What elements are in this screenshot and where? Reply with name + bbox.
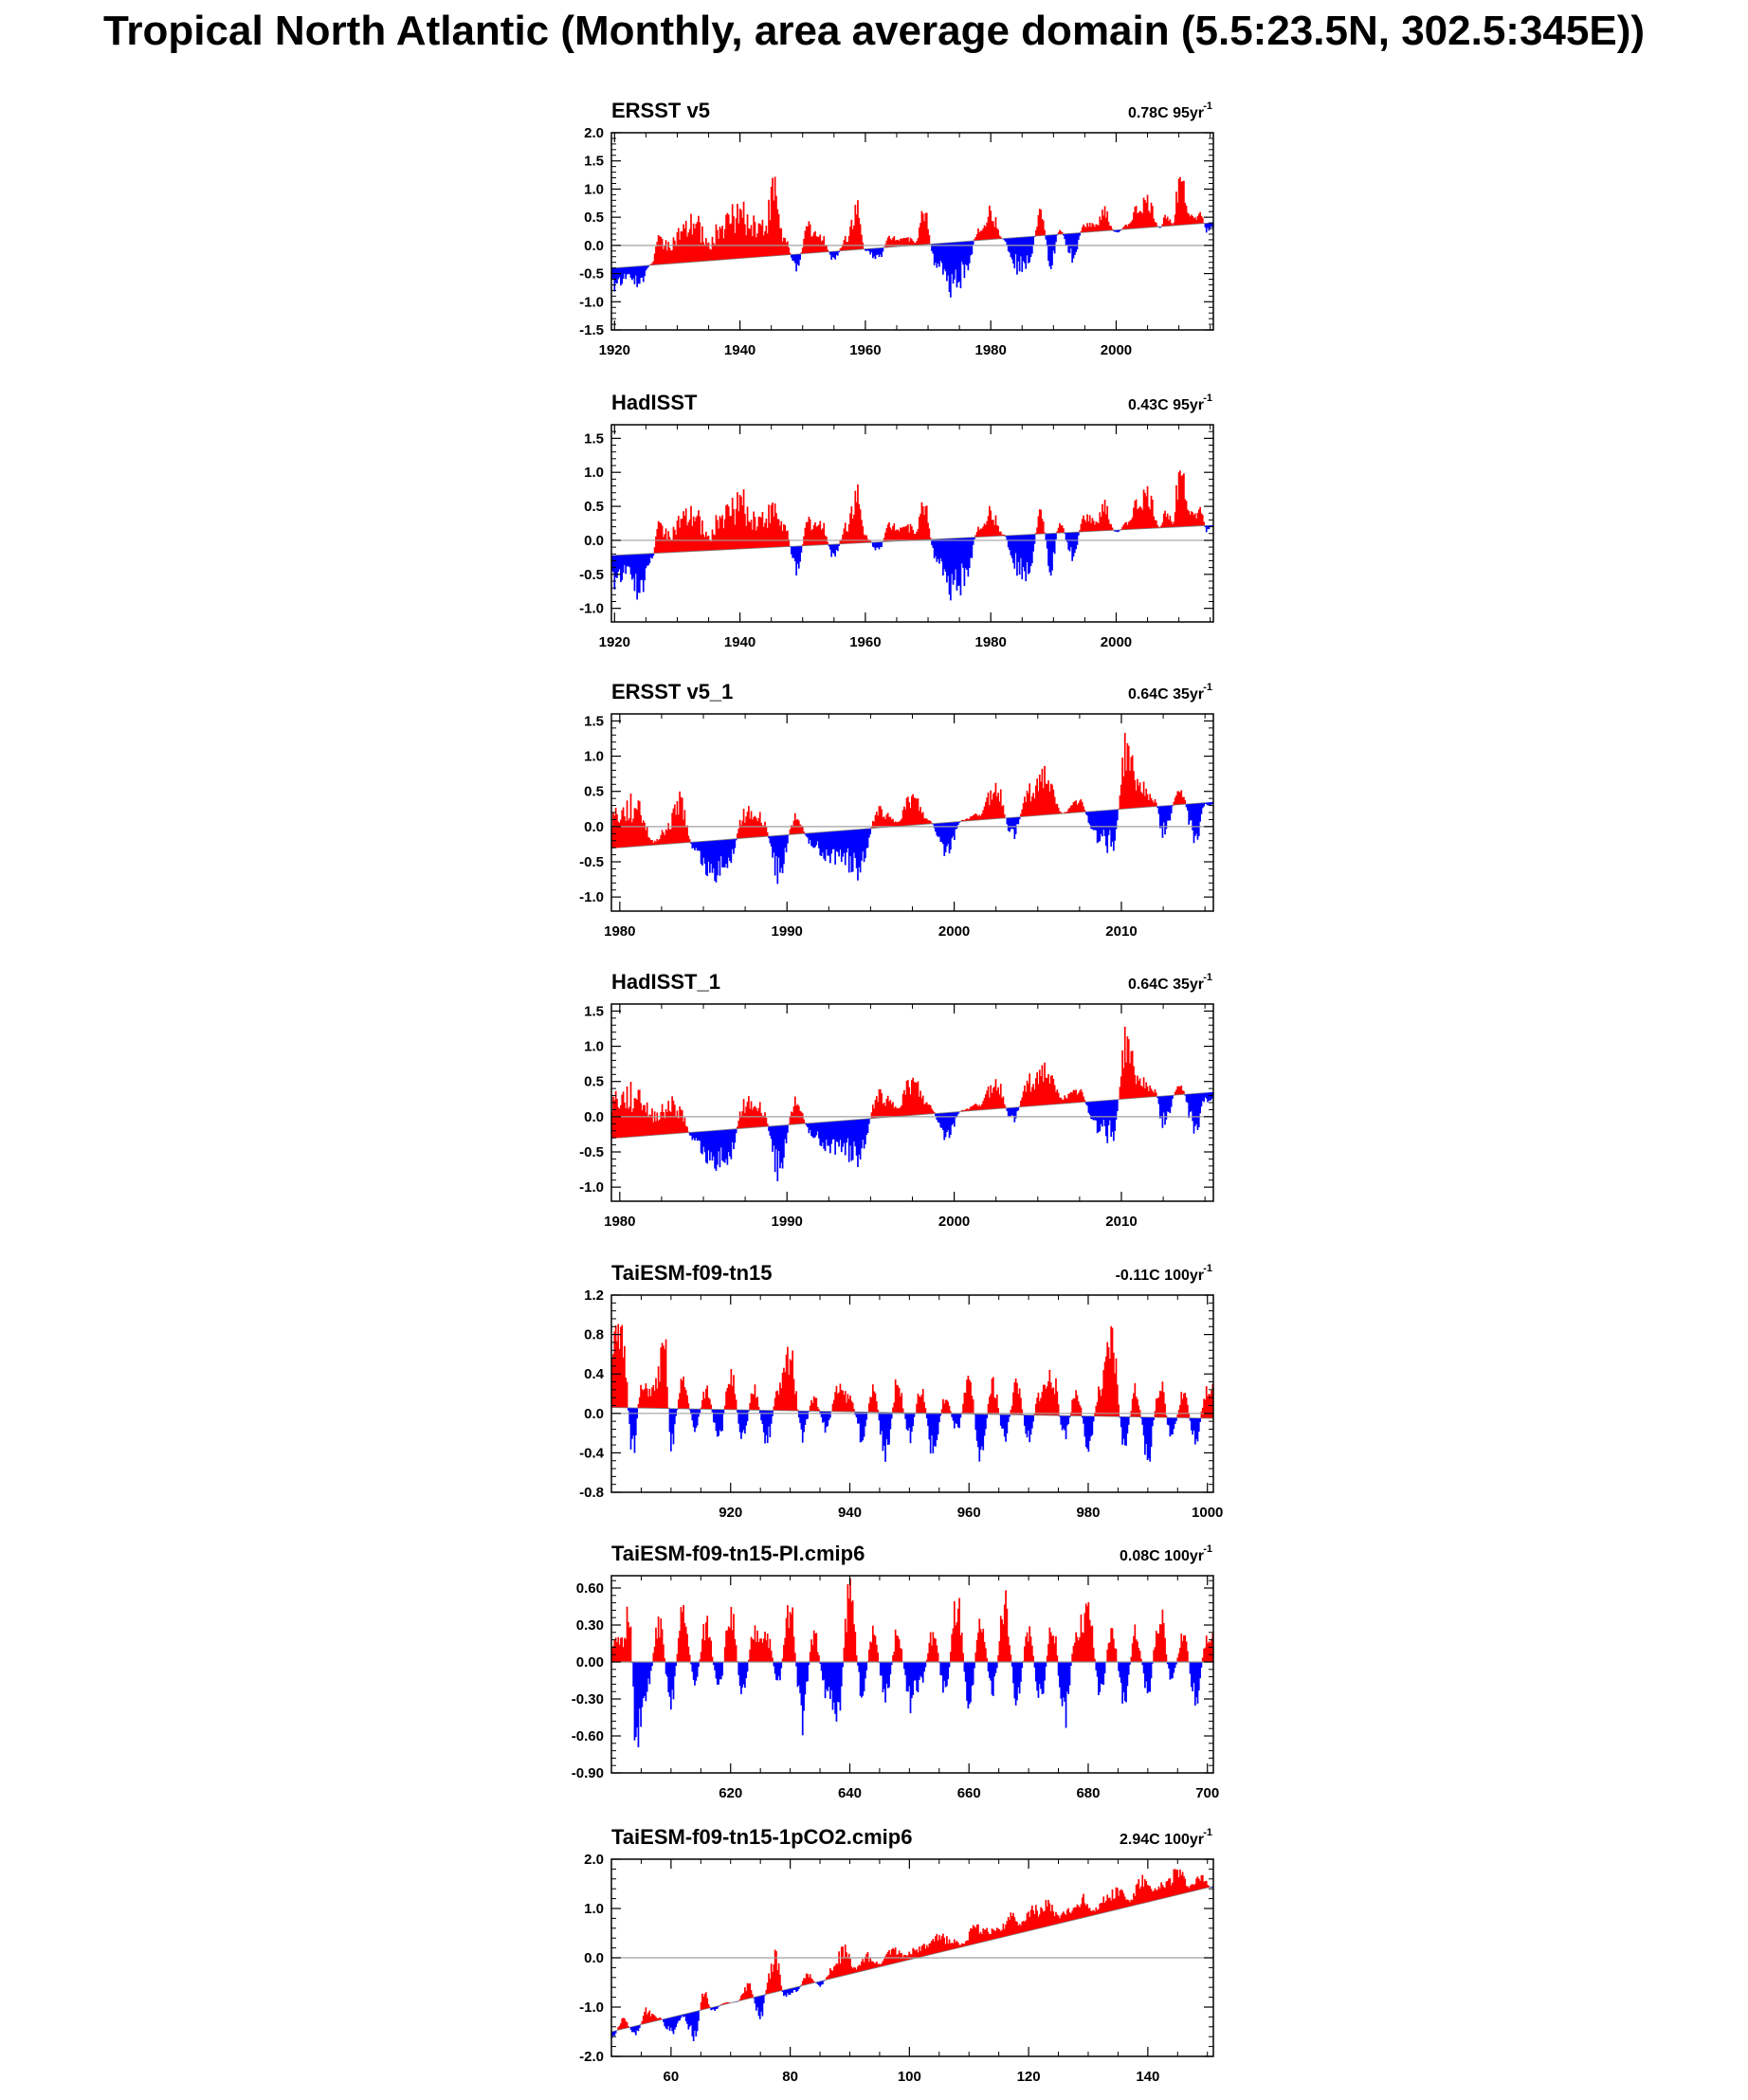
anomaly-bar-positive [689,839,691,842]
panel-title: TaiESM-f09-tn15-PI.cmip6 [611,1542,865,1565]
anomaly-bar-negative [868,1119,870,1124]
xtick-label: 1980 [974,634,1007,650]
ytick-label: 1.0 [584,1038,604,1055]
anomaly-bar-negative [829,1412,831,1418]
anomaly-bar-negative [1117,1100,1119,1111]
xtick-label: 2000 [938,1214,971,1230]
anomaly-bar-positive [973,1399,974,1414]
ytick-label: -1.0 [579,294,604,311]
xtick-label: 2000 [938,923,971,940]
anomaly-bar-positive [795,1391,797,1411]
anomaly-bar-positive [1183,1091,1185,1094]
trend-label: 0.64C 35yr [1127,977,1204,993]
ytick-label: 0.5 [584,1073,604,1090]
anomaly-bar-positive [1021,1410,1023,1415]
anomaly-bar-negative [883,247,884,251]
anomaly-bar-positive [877,1653,879,1662]
ytick-label: 0.8 [584,1326,604,1343]
anomaly-bar-positive [938,1653,939,1662]
ytick-label: 2.0 [584,1852,604,1868]
chart-panel-6 [0,1534,1748,1809]
anomaly-bar-positive [1184,800,1186,804]
anomaly-bar-negative [801,546,803,553]
xtick-label: 1980 [974,342,1007,358]
anomaly-bar-positive [1203,521,1205,525]
anomaly-bar-positive [1004,814,1006,818]
anomaly-bar-negative [865,1662,867,1671]
ytick-label: -1.0 [579,600,604,617]
xtick-label: 60 [663,2069,680,2085]
trend-exponent: -1 [1203,682,1212,693]
anomaly-bar-negative [747,1410,749,1421]
anomaly-bar-positive [736,1645,737,1662]
anomaly-bar-positive [1202,218,1204,224]
anomaly-bar-positive [901,1649,902,1662]
xtick-label: 1940 [723,634,756,650]
anomaly-bars [611,1027,1213,1181]
anomaly-bar-positive [627,1382,628,1408]
anomaly-bar-positive [902,1408,904,1413]
anomaly-bar-negative [986,1415,988,1418]
anomaly-bars [611,1579,1213,1747]
trend-label: 2.94C 100yr [1120,1832,1204,1848]
xtick-label: 1990 [771,923,803,940]
ytick-label: 0.5 [584,783,604,800]
trend-exponent: -1 [1203,100,1212,112]
trend-exponent: -1 [1203,972,1212,983]
anomaly-bar-negative [1199,1418,1201,1422]
ytick-label: -0.5 [579,1144,604,1160]
chart-panel-3 [0,672,1748,947]
anomaly-bar-negative [721,1662,723,1675]
chart-panel-7 [0,1817,1748,2092]
anomaly-bar-positive [1187,1652,1189,1662]
anomaly-bar-negative [1032,236,1034,245]
anomaly-bar-negative [698,1662,700,1667]
anomaly-bar-negative [736,1129,737,1134]
ytick-label: -0.90 [571,1765,604,1781]
ytick-label: -1.0 [579,2000,604,2016]
anomaly-bar-negative [787,835,789,844]
ytick-label: 1.5 [584,1003,604,1020]
anomaly-bar-negative [799,254,801,260]
anomaly-bar-negative [1104,1662,1106,1673]
ytick-label: 0.0 [584,532,604,549]
trend-exponent: -1 [1203,1827,1212,1838]
anomaly-bar-negative [1078,532,1080,536]
anomaly-bar-positive [689,1655,691,1662]
panel-title: HadISST_1 [611,970,720,994]
xtick-label: 2000 [1100,342,1133,358]
anomaly-bar-negative [1046,1662,1047,1667]
xtick-label: 920 [719,1505,743,1521]
anomaly-bar-negative [1021,1662,1023,1668]
ytick-label: 1.0 [584,465,604,482]
anomaly-bar-negative [842,1662,844,1667]
xtick-label: 140 [1136,2069,1160,2085]
xtick-label: 1940 [723,342,756,358]
anomaly-bar-negative [787,1125,789,1133]
xtick-label: 1000 [1192,1505,1224,1521]
ytick-label: -2.0 [579,2049,604,2065]
anomaly-bar-negative [747,1662,749,1671]
anomaly-bar-negative [1172,1095,1174,1099]
anomaly-bar-negative [960,1414,962,1417]
anomaly-bar-negative [807,1662,809,1681]
anomaly-bar-positive [794,1653,796,1662]
anomaly-bar-positive [767,832,769,836]
anomaly-bar-negative [1032,1415,1034,1422]
anomaly-bar-negative [1175,1417,1177,1420]
ytick-label: 0.00 [575,1654,604,1671]
xtick-label: 2000 [1100,634,1133,650]
panel-title: HadISST [611,391,698,414]
anomaly-bar-negative [807,1411,809,1418]
ytick-label: 0.0 [584,237,604,254]
anomaly-bar-negative [1017,1107,1019,1110]
panel-title: ERSST v5_1 [611,680,734,703]
ytick-label: 1.0 [584,181,604,198]
ytick-label: -1.0 [579,1179,604,1196]
xtick-label: 680 [1076,1785,1101,1801]
anomaly-bars [611,177,1213,298]
anomaly-bar-negative [925,1662,927,1667]
trend-line [611,1887,1213,2032]
panel-title: TaiESM-f09-tn15 [611,1261,773,1285]
anomaly-bar-positive [1044,230,1046,236]
ytick-label: -0.30 [571,1691,604,1707]
anomaly-bar-negative [698,2011,700,2021]
anomaly-bar-negative [1079,233,1081,236]
anomaly-bar-negative [1117,810,1119,821]
plot-frame [611,1295,1213,1492]
ytick-label: -0.60 [571,1728,604,1744]
ytick-label: 0.0 [584,1405,604,1422]
xtick-label: 960 [956,1505,981,1521]
main-title: Tropical North Atlantic (Monthly, area average domain (5.5:23.5N, 302.5:345E)) [102,8,1646,54]
anomaly-bars [611,1869,1213,2041]
anomaly-bar-negative [651,1662,653,1666]
chart-panel-4 [0,962,1748,1237]
xtick-label: 660 [956,1785,981,1801]
xtick-label: 100 [897,2069,921,2085]
ytick-label: 1.0 [584,748,604,765]
anomaly-bar-negative [1093,1416,1095,1422]
anomaly-bar-positive [1156,1093,1157,1097]
chart-panel-2 [0,383,1748,658]
anomaly-bar-negative [1055,533,1057,539]
ytick-label: -0.5 [579,854,604,870]
anomaly-bars [611,470,1213,600]
anomaly-bar-negative [1201,1662,1203,1668]
xtick-label: 1920 [598,634,630,650]
anomaly-bar-negative [675,1662,677,1666]
anomaly-bar-positive [962,1653,964,1663]
anomaly-bar-positive [712,1657,714,1662]
ytick-label: -1.5 [579,322,604,338]
anomaly-bar-positive [772,1658,774,1662]
xtick-label: 620 [719,1785,743,1801]
ytick-label: 0.0 [584,1108,604,1125]
xtick-label: 120 [1016,2069,1041,2085]
anomaly-bar-positive [758,1407,760,1411]
anomaly-bars [611,1324,1213,1462]
anomaly-bar-positive [1116,1649,1118,1662]
anomaly-bar-positive [818,1655,820,1662]
anomaly-bars [611,733,1213,884]
ytick-label: 0.5 [584,499,604,516]
anomaly-bar-positive [710,1405,712,1410]
ytick-label: 0.0 [584,818,604,835]
ytick-label: -0.4 [579,1445,604,1462]
chart-panel-1 [0,91,1748,366]
anomaly-bar-positive [630,1627,632,1662]
anomaly-bar-positive [1081,1407,1083,1415]
anomaly-bar-positive [1166,1654,1168,1662]
trend-label: 0.08C 100yr [1120,1548,1204,1564]
anomaly-bar-positive [736,1400,737,1410]
xtick-label: 980 [1076,1505,1101,1521]
trend-label: -0.11C 100yr [1115,1268,1204,1284]
ytick-label: 2.0 [584,125,604,141]
anomaly-bar-positive [1056,1655,1058,1662]
anomaly-bar-negative [1055,234,1057,242]
anomaly-bar-negative [974,1662,975,1669]
anomaly-bar-positive [929,235,931,245]
anomaly-bar-positive [666,1387,668,1409]
ytick-label: 0.0 [584,1950,604,1966]
anomaly-bar-positive [1118,1404,1120,1416]
anomaly-bar-positive [853,1409,855,1412]
ytick-label: -0.5 [579,566,604,583]
anomaly-bar-positive [688,1403,690,1409]
xtick-label: 940 [837,1505,863,1521]
anomaly-bar-negative [1034,534,1036,543]
ytick-label: 1.0 [584,1901,604,1917]
anomaly-bar-positive [1156,803,1157,807]
ytick-label: 1.5 [584,430,604,447]
ytick-label: 1.5 [584,713,604,730]
ytick-label: 0.4 [584,1366,604,1383]
ytick-label: -1.0 [579,889,604,906]
ytick-label: -0.5 [579,265,604,283]
xtick-label: 700 [1195,1785,1220,1801]
anomaly-bar-positive [1043,521,1045,534]
anomaly-bar-negative [1171,805,1173,813]
xtick-label: 1960 [849,634,882,650]
xtick-label: 1960 [849,342,882,358]
trend-label: 0.64C 35yr [1127,686,1204,703]
anomaly-bar-positive [1032,1656,1034,1662]
anomaly-bar-negative [1151,1662,1153,1678]
xtick-label: 2010 [1105,1214,1138,1230]
ytick-label: 0.5 [584,210,604,227]
anomaly-bar-negative [1128,1416,1130,1424]
anomaly-bar-positive [925,1408,927,1413]
anomaly-bar-negative [949,1662,951,1668]
anomaly-bar-positive [986,1658,988,1662]
anomaly-bar-negative [1153,1417,1155,1420]
anomaly-bar-positive [1063,528,1065,533]
ytick-label: 1.2 [584,1287,604,1304]
anomaly-bar-negative [763,1995,765,2003]
xtick-label: 1980 [604,1214,636,1230]
xtick-label: 640 [837,1785,863,1801]
xtick-label: 1990 [771,1214,803,1230]
ytick-label: 0.60 [575,1580,604,1597]
panel-title: ERSST v5 [611,99,710,122]
chart-panel-5 [0,1253,1748,1528]
anomaly-bar-negative [996,1662,998,1668]
xtick-label: 1980 [604,923,636,940]
anomaly-bar-positive [1010,1654,1011,1662]
ytick-label: 0.30 [575,1617,604,1634]
xtick-label: 2010 [1105,923,1138,940]
anomaly-bar-negative [869,829,871,834]
ytick-label: 1.5 [584,153,604,170]
anomaly-bar-positive [856,1655,858,1662]
trend-exponent: -1 [1203,1263,1212,1274]
anomaly-bar-positive [780,1986,782,1991]
anomaly-bar-negative [973,241,974,245]
xtick-label: 1920 [598,342,630,358]
trend-label: 0.43C 95yr [1127,397,1204,413]
trend-label: 0.78C 95yr [1127,105,1204,121]
trend-exponent: -1 [1203,1543,1212,1555]
trend-exponent: -1 [1203,393,1212,404]
panel-title: TaiESM-f09-tn15-1pCO2.cmip6 [611,1825,913,1849]
ytick-label: -0.8 [579,1485,604,1501]
xtick-label: 80 [782,2069,798,2085]
anomaly-bar-negative [780,1662,782,1669]
anomaly-bar-negative [881,542,883,548]
